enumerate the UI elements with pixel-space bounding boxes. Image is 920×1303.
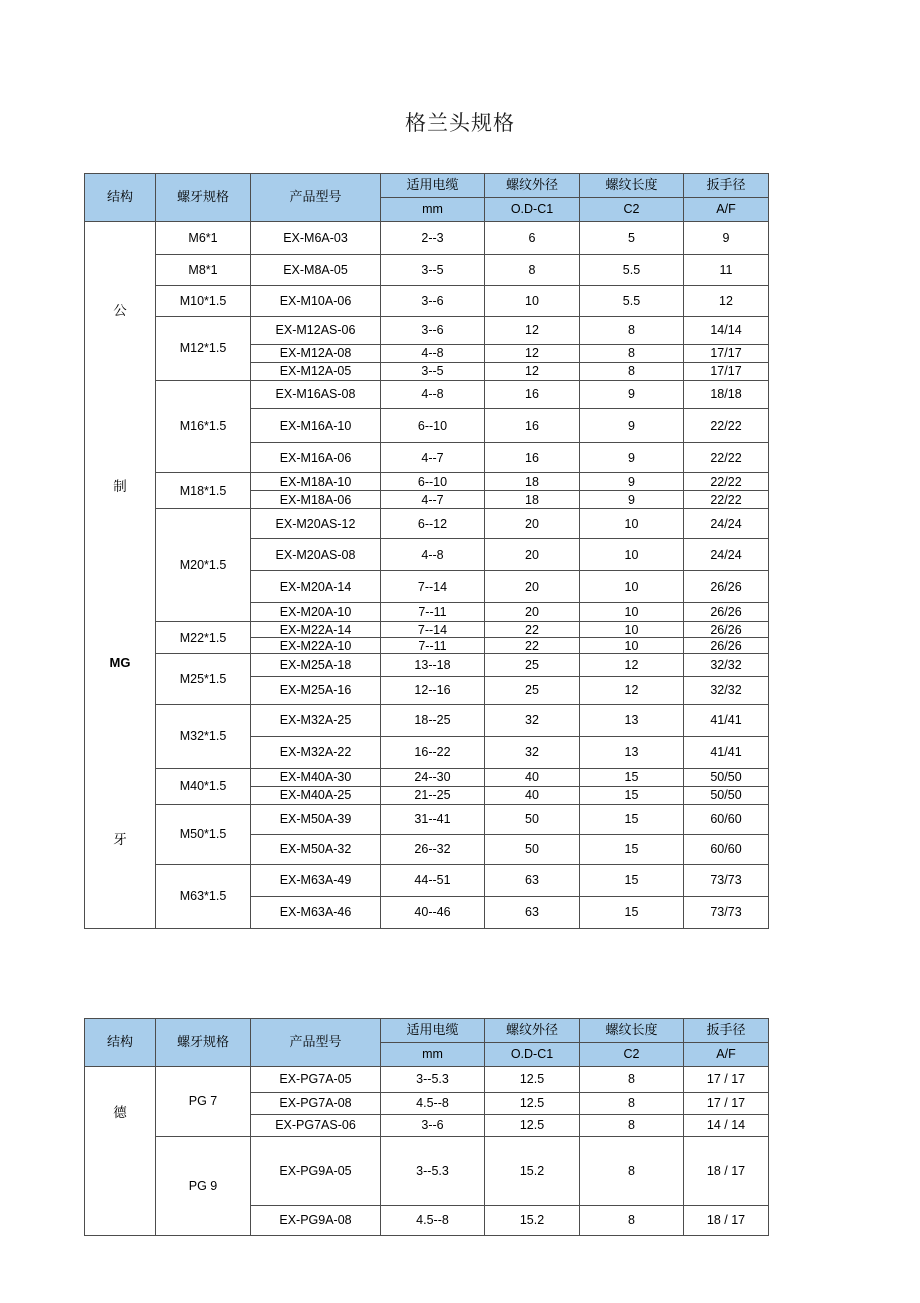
thread-length-cell: 10 [580, 603, 684, 622]
across-flats-cell: 14/14 [684, 317, 769, 345]
product-model-cell: EX-M32A-22 [251, 736, 381, 768]
cable-range-cell: 40--46 [381, 897, 485, 929]
cable-range-cell: 7--14 [381, 622, 485, 638]
outer-diameter-cell: 18 [485, 491, 580, 509]
product-model-cell: EX-M20AS-12 [251, 509, 381, 539]
table-row [85, 317, 769, 345]
thread-spec-cell: M63*1.5 [156, 864, 251, 928]
product-model-cell: EX-M50A-39 [251, 804, 381, 834]
table-row [85, 654, 769, 676]
across-flats-cell: 73/73 [684, 864, 769, 896]
col-unit-cable: mm [381, 198, 485, 222]
table-row [85, 768, 769, 786]
across-flats-cell: 22/22 [684, 443, 769, 473]
thread-length-cell: 8 [580, 1206, 684, 1236]
outer-diameter-cell: 63 [485, 864, 580, 896]
table-row [85, 804, 769, 834]
across-flats-cell: 11 [684, 255, 769, 286]
thread-spec-cell: PG 7 [156, 1067, 251, 1137]
outer-diameter-cell: 12.5 [485, 1093, 580, 1115]
header-row-1 [85, 1019, 769, 1043]
product-model-cell: EX-M40A-30 [251, 768, 381, 786]
col-header-cable: 适用电缆 [381, 1019, 485, 1043]
col-unit-across-flats: A/F [684, 198, 769, 222]
thread-length-cell: 5.5 [580, 255, 684, 286]
across-flats-cell: 9 [684, 222, 769, 255]
across-flats-cell: 22/22 [684, 409, 769, 443]
across-flats-cell: 17 / 17 [684, 1093, 769, 1115]
thread-length-cell: 8 [580, 317, 684, 345]
col-header-cable: 适用电缆 [381, 174, 485, 198]
thread-spec-cell: M40*1.5 [156, 768, 251, 804]
across-flats-cell: 26/26 [684, 603, 769, 622]
outer-diameter-cell: 50 [485, 834, 580, 864]
across-flats-cell: 18 / 17 [684, 1137, 769, 1206]
thread-length-cell: 13 [580, 736, 684, 768]
thread-length-cell: 8 [580, 345, 684, 363]
thread-spec-cell: M10*1.5 [156, 286, 251, 317]
outer-diameter-cell: 12.5 [485, 1067, 580, 1093]
across-flats-cell: 50/50 [684, 768, 769, 786]
cable-range-cell: 26--32 [381, 834, 485, 864]
across-flats-cell: 14 / 14 [684, 1115, 769, 1137]
page-title: 格兰头规格 [405, 111, 515, 135]
thread-length-cell: 9 [580, 409, 684, 443]
outer-diameter-cell: 6 [485, 222, 580, 255]
pg-spec-table [84, 1018, 769, 1236]
outer-diameter-cell: 10 [485, 286, 580, 317]
thread-spec-cell: M18*1.5 [156, 473, 251, 509]
thread-length-cell: 10 [580, 571, 684, 603]
col-unit-cable: mm [381, 1043, 485, 1067]
cable-range-cell: 3--6 [381, 317, 485, 345]
cable-range-cell: 4--7 [381, 491, 485, 509]
table-row [85, 286, 769, 317]
thread-spec-cell: PG 9 [156, 1137, 251, 1236]
thread-length-cell: 10 [580, 622, 684, 638]
table-body [85, 222, 769, 929]
across-flats-cell: 41/41 [684, 704, 769, 736]
across-flats-cell: 12 [684, 286, 769, 317]
product-model-cell: EX-M40A-25 [251, 786, 381, 804]
outer-diameter-cell: 22 [485, 638, 580, 654]
across-flats-cell: 41/41 [684, 736, 769, 768]
cable-range-cell: 4--7 [381, 443, 485, 473]
thread-length-cell: 12 [580, 676, 684, 704]
outer-diameter-cell: 12.5 [485, 1115, 580, 1137]
thread-length-cell: 5 [580, 222, 684, 255]
outer-diameter-cell: 20 [485, 603, 580, 622]
thread-length-cell: 15 [580, 834, 684, 864]
col-header-product-model: 产品型号 [251, 174, 381, 222]
thread-length-cell: 8 [580, 1093, 684, 1115]
across-flats-cell: 32/32 [684, 676, 769, 704]
cable-range-cell: 24--30 [381, 768, 485, 786]
table-header [85, 174, 769, 222]
thread-spec-cell: M32*1.5 [156, 704, 251, 768]
cable-range-cell: 4--8 [381, 381, 485, 409]
product-model-cell: EX-PG9A-05 [251, 1137, 381, 1206]
col-header-thread-spec: 螺牙规格 [156, 1019, 251, 1067]
across-flats-cell: 17 / 17 [684, 1067, 769, 1093]
cable-range-cell: 13--18 [381, 654, 485, 676]
structure-cell [85, 222, 156, 929]
product-model-cell: EX-M50A-32 [251, 834, 381, 864]
product-model-cell: EX-M16A-06 [251, 443, 381, 473]
cable-range-cell: 3--5 [381, 255, 485, 286]
product-model-cell: EX-M20AS-08 [251, 539, 381, 571]
across-flats-cell: 17/17 [684, 363, 769, 381]
outer-diameter-cell: 20 [485, 571, 580, 603]
thread-length-cell: 9 [580, 473, 684, 491]
outer-diameter-cell: 22 [485, 622, 580, 638]
thread-length-cell: 8 [580, 1067, 684, 1093]
col-unit-across-flats: A/F [684, 1043, 769, 1067]
across-flats-cell: 32/32 [684, 654, 769, 676]
thread-length-cell: 10 [580, 539, 684, 571]
outer-diameter-cell: 18 [485, 473, 580, 491]
table-row [85, 381, 769, 409]
across-flats-cell: 60/60 [684, 834, 769, 864]
outer-diameter-cell: 25 [485, 654, 580, 676]
col-header-thread-length: 螺纹长度 [580, 174, 684, 198]
outer-diameter-cell: 25 [485, 676, 580, 704]
product-model-cell: EX-M20A-14 [251, 571, 381, 603]
cable-range-cell: 4.5--8 [381, 1206, 485, 1236]
col-header-thread-spec: 螺牙规格 [156, 174, 251, 222]
product-model-cell: EX-M16AS-08 [251, 381, 381, 409]
cable-range-cell: 4--8 [381, 345, 485, 363]
outer-diameter-cell: 32 [485, 736, 580, 768]
product-model-cell: EX-M8A-05 [251, 255, 381, 286]
product-model-cell: EX-M18A-06 [251, 491, 381, 509]
outer-diameter-cell: 12 [485, 317, 580, 345]
table-row [85, 622, 769, 638]
thread-length-cell: 15 [580, 786, 684, 804]
col-header-thread-length: 螺纹长度 [580, 1019, 684, 1043]
thread-length-cell: 5.5 [580, 286, 684, 317]
product-model-cell: EX-M25A-18 [251, 654, 381, 676]
product-model-cell: EX-M10A-06 [251, 286, 381, 317]
table-row [85, 1067, 769, 1093]
product-model-cell: EX-M22A-10 [251, 638, 381, 654]
outer-diameter-cell: 15.2 [485, 1206, 580, 1236]
outer-diameter-cell: 50 [485, 804, 580, 834]
table-row [85, 222, 769, 255]
thread-spec-cell: M12*1.5 [156, 317, 251, 381]
thread-length-cell: 9 [580, 443, 684, 473]
cable-range-cell: 3--6 [381, 286, 485, 317]
header-row-1 [85, 174, 769, 198]
product-model-cell: EX-M18A-10 [251, 473, 381, 491]
outer-diameter-cell: 40 [485, 786, 580, 804]
across-flats-cell: 18 / 17 [684, 1206, 769, 1236]
product-model-cell: EX-M63A-49 [251, 864, 381, 896]
table-row [85, 509, 769, 539]
across-flats-cell: 50/50 [684, 786, 769, 804]
thread-length-cell: 9 [580, 491, 684, 509]
metric-spec-table [84, 173, 769, 929]
product-model-cell: EX-M12AS-06 [251, 317, 381, 345]
thread-length-cell: 9 [580, 381, 684, 409]
col-header-across-flats: 扳手径 [684, 1019, 769, 1043]
thread-spec-cell: M6*1 [156, 222, 251, 255]
across-flats-cell: 26/26 [684, 638, 769, 654]
cable-range-cell: 7--14 [381, 571, 485, 603]
across-flats-cell: 26/26 [684, 571, 769, 603]
thread-length-cell: 8 [580, 1137, 684, 1206]
thread-length-cell: 8 [580, 363, 684, 381]
product-model-cell: EX-M22A-14 [251, 622, 381, 638]
product-model-cell: EX-M12A-08 [251, 345, 381, 363]
cable-range-cell: 3--6 [381, 1115, 485, 1137]
outer-diameter-cell: 8 [485, 255, 580, 286]
cable-range-cell: 6--10 [381, 473, 485, 491]
across-flats-cell: 73/73 [684, 897, 769, 929]
structure-label: 制 [113, 479, 127, 495]
across-flats-cell: 17/17 [684, 345, 769, 363]
across-flats-cell: 24/24 [684, 539, 769, 571]
across-flats-cell: 60/60 [684, 804, 769, 834]
thread-length-cell: 10 [580, 638, 684, 654]
outer-diameter-cell: 63 [485, 897, 580, 929]
outer-diameter-cell: 16 [485, 409, 580, 443]
table-row [85, 473, 769, 491]
product-model-cell: EX-PG7A-05 [251, 1067, 381, 1093]
outer-diameter-cell: 15.2 [485, 1137, 580, 1206]
structure-cell [85, 1067, 156, 1236]
thread-length-cell: 10 [580, 509, 684, 539]
cable-range-cell: 6--10 [381, 409, 485, 443]
outer-diameter-cell: 16 [485, 381, 580, 409]
col-unit-outer-diameter: O.D-C1 [485, 1043, 580, 1067]
cable-range-cell: 12--16 [381, 676, 485, 704]
cable-range-cell: 3--5 [381, 363, 485, 381]
product-model-cell: EX-M20A-10 [251, 603, 381, 622]
thread-spec-cell: M50*1.5 [156, 804, 251, 864]
outer-diameter-cell: 20 [485, 539, 580, 571]
outer-diameter-cell: 40 [485, 768, 580, 786]
table-row [85, 864, 769, 896]
thread-spec-cell: M22*1.5 [156, 622, 251, 654]
table-header [85, 1019, 769, 1067]
product-model-cell: EX-M12A-05 [251, 363, 381, 381]
outer-diameter-cell: 12 [485, 363, 580, 381]
thread-length-cell: 8 [580, 1115, 684, 1137]
product-model-cell: EX-PG9A-08 [251, 1206, 381, 1236]
cable-range-cell: 21--25 [381, 786, 485, 804]
thread-spec-cell: M16*1.5 [156, 381, 251, 473]
outer-diameter-cell: 20 [485, 509, 580, 539]
product-model-cell: EX-M6A-03 [251, 222, 381, 255]
product-model-cell: EX-M63A-46 [251, 897, 381, 929]
cable-range-cell: 7--11 [381, 603, 485, 622]
thread-length-cell: 12 [580, 654, 684, 676]
across-flats-cell: 18/18 [684, 381, 769, 409]
col-header-across-flats: 扳手径 [684, 174, 769, 198]
cable-range-cell: 3--5.3 [381, 1137, 485, 1206]
col-unit-outer-diameter: O.D-C1 [485, 198, 580, 222]
col-header-product-model: 产品型号 [251, 1019, 381, 1067]
table-body [85, 1067, 769, 1236]
structure-label: MG [109, 654, 131, 670]
col-header-outer-diameter: 螺纹外径 [485, 174, 580, 198]
thread-spec-cell: M8*1 [156, 255, 251, 286]
product-model-cell: EX-M16A-10 [251, 409, 381, 443]
across-flats-cell: 26/26 [684, 622, 769, 638]
cable-range-cell: 31--41 [381, 804, 485, 834]
col-unit-thread-length: C2 [580, 198, 684, 222]
cable-range-cell: 2--3 [381, 222, 485, 255]
structure-label: 公 [113, 302, 127, 318]
table-row [85, 704, 769, 736]
thread-length-cell: 15 [580, 804, 684, 834]
outer-diameter-cell: 32 [485, 704, 580, 736]
structure-label: 牙 [113, 831, 127, 847]
col-unit-thread-length: C2 [580, 1043, 684, 1067]
thread-length-cell: 15 [580, 768, 684, 786]
product-model-cell: EX-PG7A-08 [251, 1093, 381, 1115]
thread-length-cell: 15 [580, 897, 684, 929]
product-model-cell: EX-PG7AS-06 [251, 1115, 381, 1137]
thread-length-cell: 15 [580, 864, 684, 896]
outer-diameter-cell: 16 [485, 443, 580, 473]
col-header-structure: 结构 [85, 1019, 156, 1067]
across-flats-cell: 22/22 [684, 491, 769, 509]
cable-range-cell: 4--8 [381, 539, 485, 571]
table-row [85, 1137, 769, 1206]
cable-range-cell: 7--11 [381, 638, 485, 654]
cable-range-cell: 6--12 [381, 509, 485, 539]
structure-label: 德 [113, 1105, 127, 1120]
across-flats-cell: 24/24 [684, 509, 769, 539]
product-model-cell: EX-M32A-25 [251, 704, 381, 736]
cable-range-cell: 16--22 [381, 736, 485, 768]
thread-length-cell: 13 [580, 704, 684, 736]
across-flats-cell: 22/22 [684, 473, 769, 491]
cable-range-cell: 3--5.3 [381, 1067, 485, 1093]
cable-range-cell: 4.5--8 [381, 1093, 485, 1115]
product-model-cell: EX-M25A-16 [251, 676, 381, 704]
table-row [85, 255, 769, 286]
cable-range-cell: 18--25 [381, 704, 485, 736]
thread-spec-cell: M20*1.5 [156, 509, 251, 622]
thread-spec-cell: M25*1.5 [156, 654, 251, 704]
col-header-structure: 结构 [85, 174, 156, 222]
col-header-outer-diameter: 螺纹外径 [485, 1019, 580, 1043]
outer-diameter-cell: 12 [485, 345, 580, 363]
cable-range-cell: 44--51 [381, 864, 485, 896]
